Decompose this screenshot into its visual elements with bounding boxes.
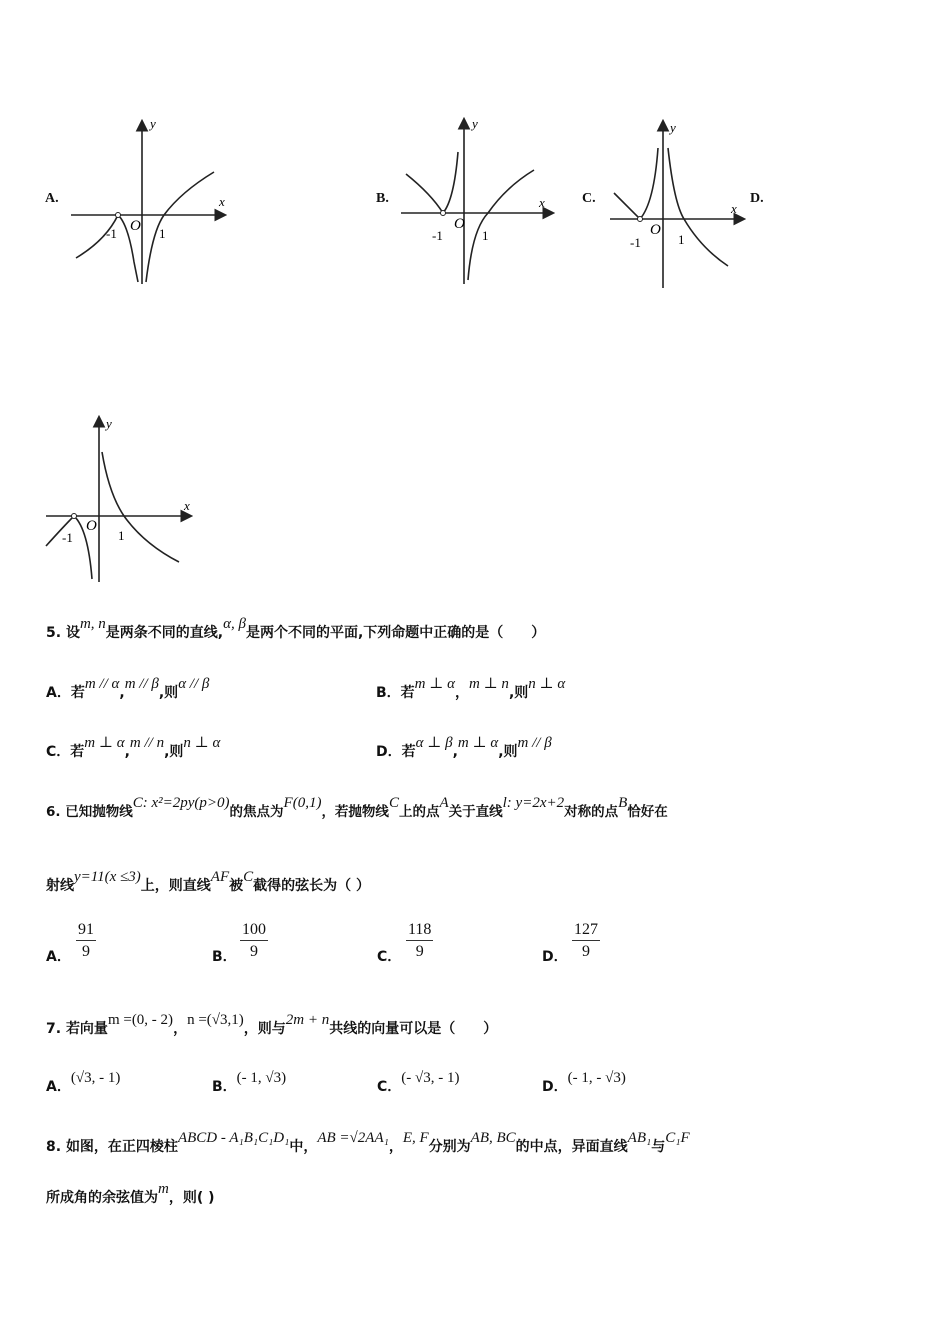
option-d-label: D. bbox=[750, 191, 764, 206]
point-neg1 bbox=[116, 213, 121, 218]
y-axis-label: y bbox=[150, 116, 156, 131]
svg-text:x: x bbox=[539, 195, 545, 210]
question-6-line2: 射线y=11(x ≤3)上，则直线AF被C截得的弦长为（ ） bbox=[46, 869, 371, 894]
svg-text:1: 1 bbox=[482, 228, 489, 243]
graph-c bbox=[606, 118, 748, 293]
q6-option-d-label: D． bbox=[542, 949, 568, 965]
option-c-label: C. bbox=[582, 191, 596, 206]
q7-option-a: A．(√3, - 1) bbox=[46, 1070, 121, 1095]
svg-text:-1: -1 bbox=[106, 226, 117, 241]
svg-text:1: 1 bbox=[159, 226, 166, 241]
q6-option-b-label: B． bbox=[212, 949, 237, 965]
q5-option-a: A．若m // α,m // β,则α // β bbox=[46, 676, 210, 701]
svg-text:1: 1 bbox=[118, 528, 125, 543]
graph-d bbox=[44, 414, 196, 586]
q7-option-d: D．(- 1, - √3) bbox=[542, 1070, 626, 1095]
svg-text:-1: -1 bbox=[432, 228, 443, 243]
x-axis-label: x bbox=[219, 194, 225, 209]
svg-text:O: O bbox=[454, 216, 465, 232]
q6-option-a-label: A． bbox=[46, 949, 71, 965]
q5-option-d: D．若α ⊥ β,m ⊥ α,则m // β bbox=[376, 735, 552, 760]
q5-option-c: C．若m ⊥ α,m // n,则n ⊥ α bbox=[46, 735, 221, 760]
svg-text:O: O bbox=[86, 518, 97, 534]
graph-a bbox=[66, 112, 236, 287]
graph-b bbox=[396, 112, 566, 287]
question-7: 7. 若向量m =(0, - 2)，n =(√3,1)，则与2m + n共线的向量可以是（ ） bbox=[46, 1012, 498, 1037]
option-a-label: A. bbox=[45, 191, 59, 206]
svg-text:y: y bbox=[670, 120, 676, 135]
svg-text:1: 1 bbox=[678, 232, 685, 247]
q7-option-b: B．(- 1, √3) bbox=[212, 1070, 287, 1095]
q6-option-c-fraction: $\frac{118}{9}$ bbox=[408, 921, 432, 960]
svg-text:-1: -1 bbox=[62, 530, 73, 545]
svg-text:y: y bbox=[106, 416, 112, 431]
svg-text:O: O bbox=[650, 222, 661, 238]
q5-option-b: B．若m ⊥ α，m ⊥ n,则n ⊥ α bbox=[376, 676, 566, 701]
question-5: 5. 设m, n是两条不同的直线,α, β是两个不同的平面,下列命题中正确的是（ ） bbox=[46, 616, 546, 641]
svg-text:O: O bbox=[130, 218, 141, 234]
q7-option-c: C．(- √3, - 1) bbox=[377, 1070, 460, 1095]
q6-option-a-fraction: $\frac{91}{9}$ bbox=[78, 921, 94, 960]
curve-right bbox=[146, 172, 214, 282]
svg-text:-1: -1 bbox=[630, 235, 641, 250]
question-6-line1: 6. 已知抛物线C: x²=2py(p>0)的焦点为F(0,1)，若抛物线C上的点A关于直线l: y=2x+2对称的点B恰好在 bbox=[46, 795, 668, 820]
q6-option-b-fraction: $\frac{100}{9}$ bbox=[242, 921, 266, 960]
svg-text:y: y bbox=[472, 116, 478, 131]
q6-option-d-fraction: $\frac{127}{9}$ bbox=[574, 921, 598, 960]
option-b-label: B. bbox=[376, 191, 389, 206]
question-8-line2: 所成角的余弦值为m，则( ) bbox=[46, 1181, 215, 1206]
svg-text:x: x bbox=[184, 498, 190, 513]
question-8-line1: 8. 如图，在正四棱柱ABCD - A₁B₁C₁D₁中，AB =√2AA₁，E, F分别为AB, BC的中点，异面直线AB₁与C₁F bbox=[46, 1130, 690, 1155]
q6-option-c-label: C． bbox=[377, 949, 402, 965]
svg-text:x: x bbox=[731, 201, 737, 216]
